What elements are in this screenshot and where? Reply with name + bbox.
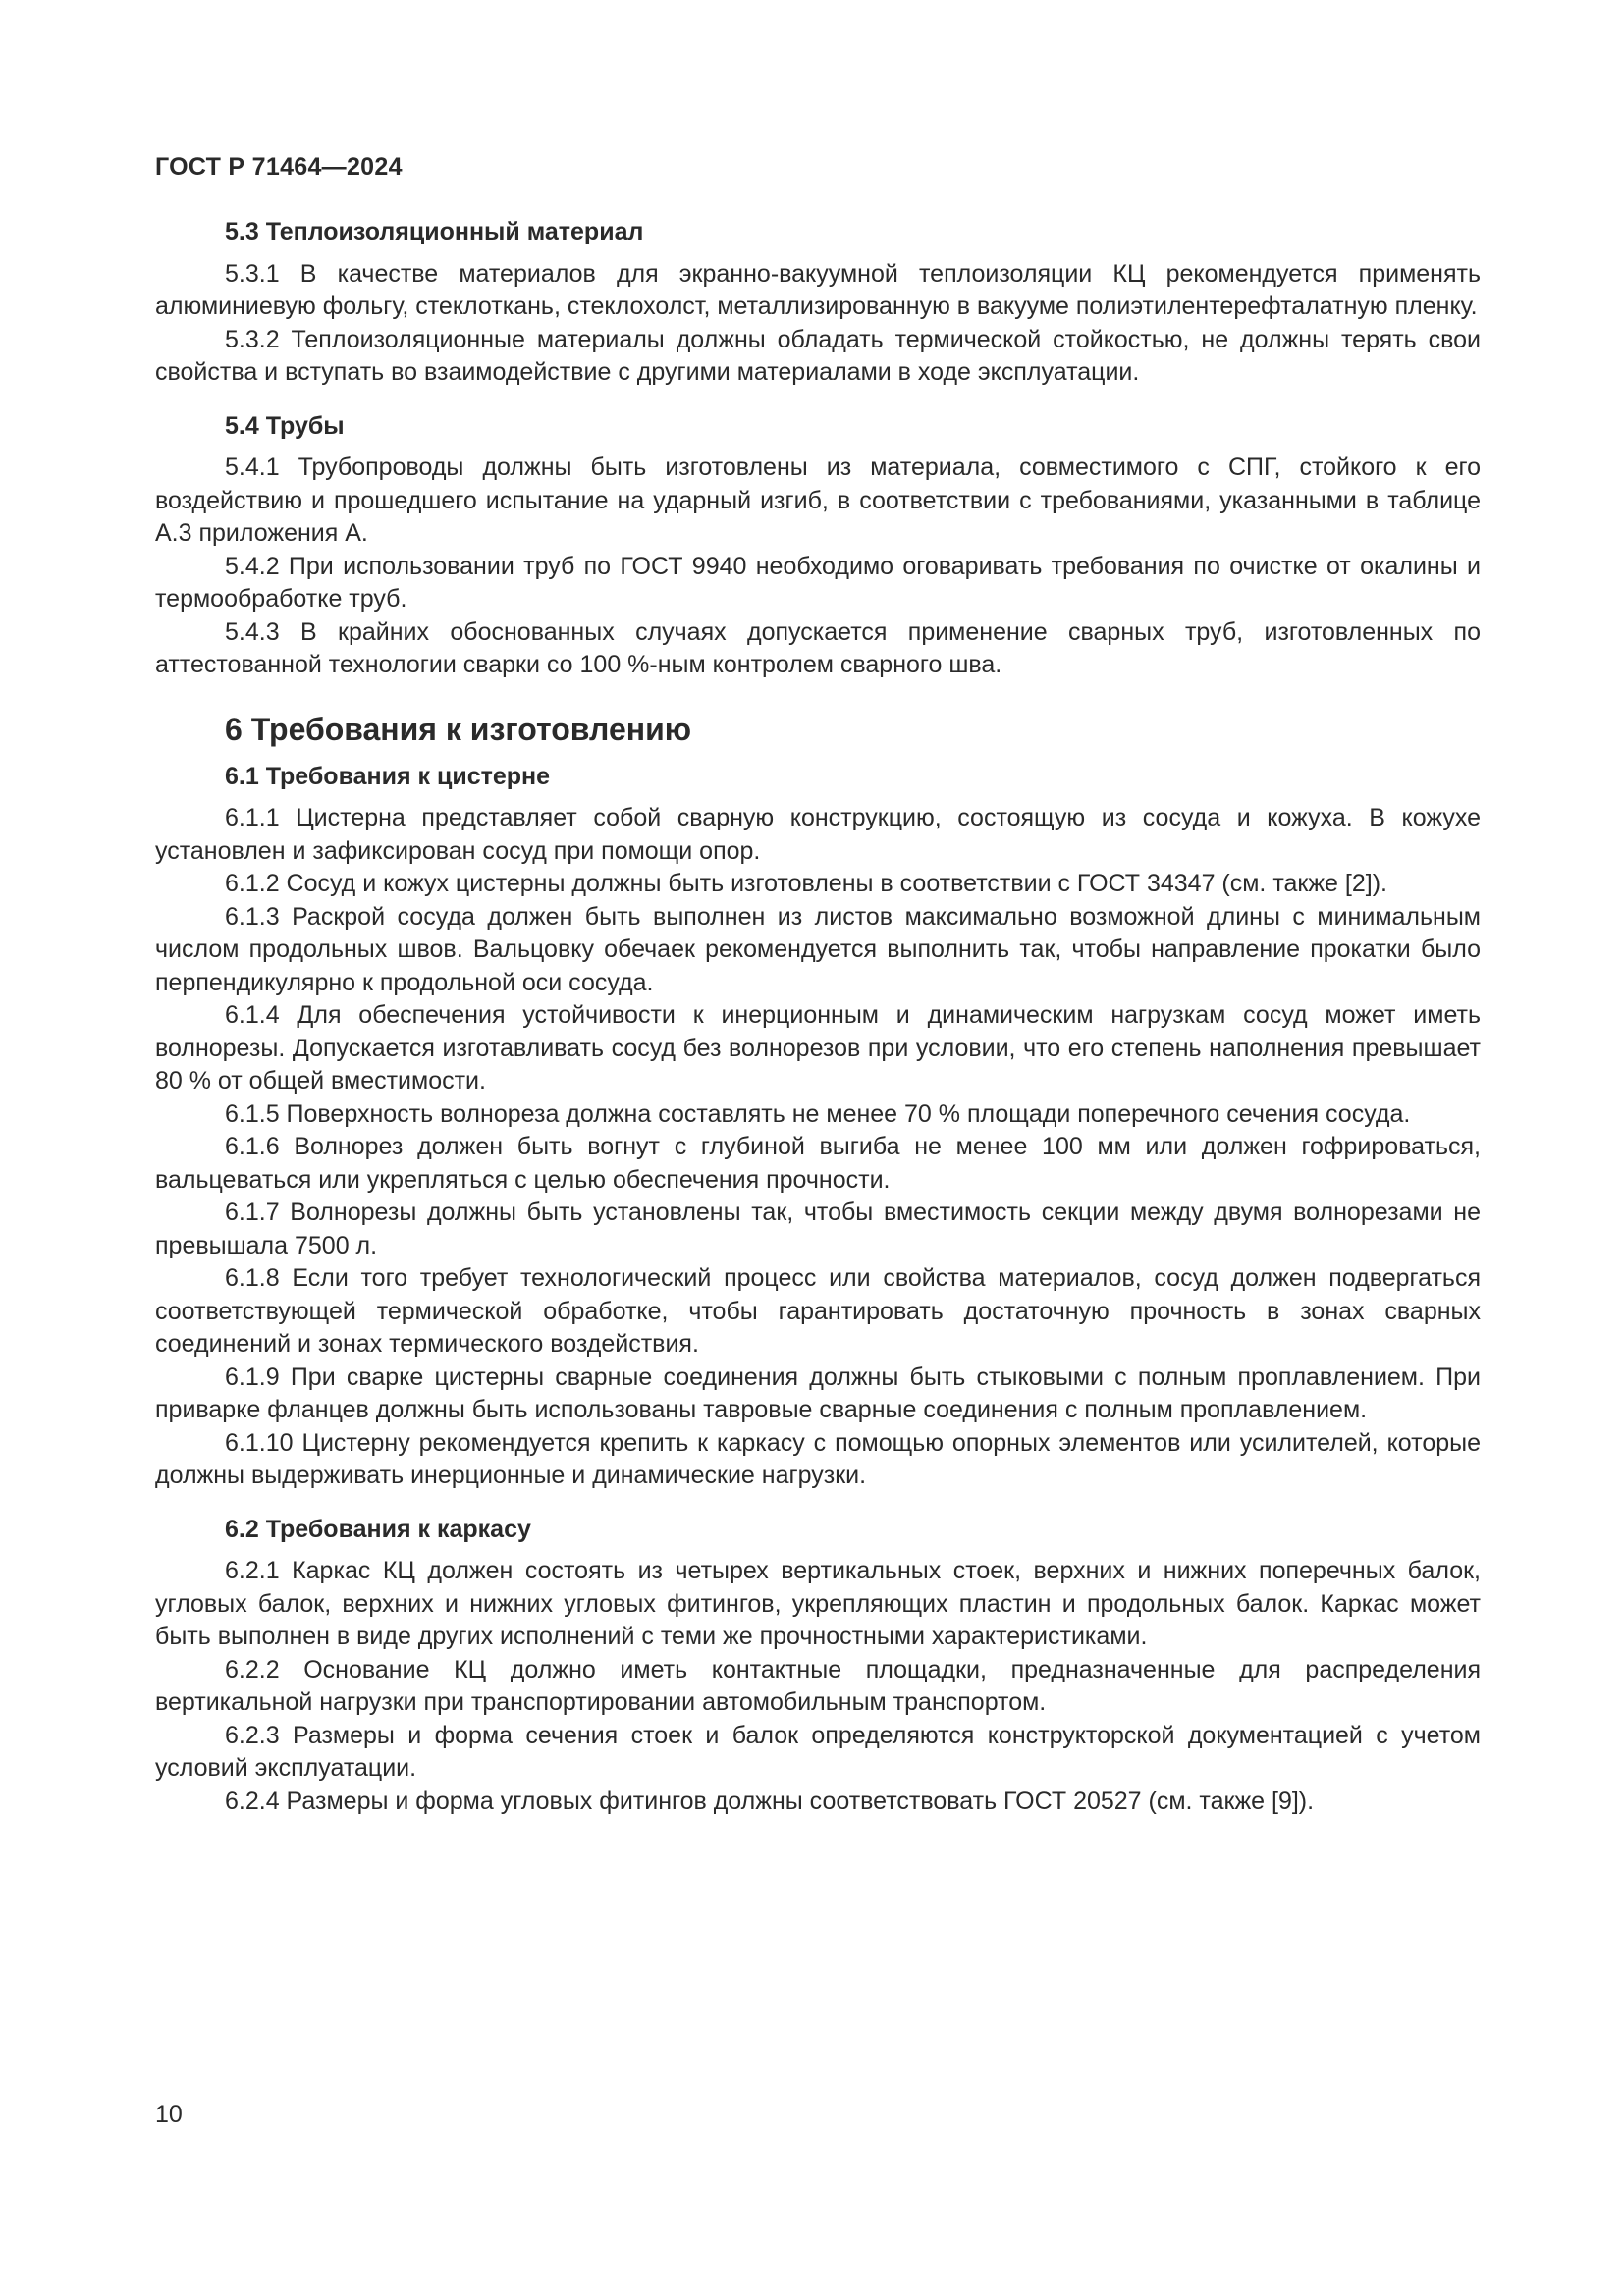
paragraph-6-1-6: 6.1.6 Волнорез должен быть вогнут с глубиной выгиба не менее 100 мм или должен гофрироваться, вальцеваться или укрепляться с целью обеспечения прочности. [155, 1133, 1481, 1194]
section-heading-6-1: 6.1 Требования к цистерне [225, 762, 551, 790]
paragraph-5-3-1: 5.3.1 В качестве материалов для экранно-вакуумной теплоизоляции КЦ рекомендуется применять алюминиевую фольгу, стеклоткань, стеклохолст, металлизированную в вакууме полиэтилентерефталатную пленку. [155, 259, 1481, 320]
section-heading-6-2: 6.2 Требования к каркасу [225, 1515, 531, 1543]
paragraph-5-4-2: 5.4.2 При использовании труб по ГОСТ 9940 необходимо оговаривать требования по очистке от окалины и термообработке труб. [155, 552, 1481, 613]
paragraph-5-4-3: 5.4.3 В крайних обоснованных случаях допускается применение сварных труб, изготовленных по аттестованной технологии сварки со 100 %-ным контролем сварного шва. [155, 617, 1481, 678]
paragraph-5-4-1: 5.4.1 Трубопроводы должны быть изготовлены из материала, совместимого с СПГ, стойкого к его воздействию и прошедшего испытание на ударный изгиб, в соответствии с требованиями, указанными в таблице А.3 приложения А. [155, 454, 1481, 547]
paragraph-5-3-2: 5.3.2 Теплоизоляционные материалы должны обладать термической стойкостью, не должны терять свои свойства и вступать во взаимодействие с другими материалами в ходе эксплуатации. [155, 325, 1481, 386]
page-number: 10 [155, 2101, 183, 2128]
document-code-header: ГОСТ Р 71464—2024 [155, 153, 403, 181]
section-heading-5-4: 5.4 Трубы [225, 411, 345, 440]
paragraph-6-1-3: 6.1.3 Раскрой сосуда должен быть выполнен из листов максимально возможной длины с минимальным числом продольных швов. Вальцовку обечаек рекомендуется выполнить так, чтобы направление прокатки было перпендикулярно к продольной оси сосуда. [155, 902, 1481, 996]
paragraph-6-1-1: 6.1.1 Цистерна представляет собой сварную конструкцию, состоящую из сосуда и кожуха. В кожухе установлен и зафиксирован сосуд при помощи опор. [155, 804, 1481, 865]
paragraph-6-2-4: 6.2.4 Размеры и форма угловых фитингов должны соответствовать ГОСТ 20527 (см. также [9]). [225, 1787, 1315, 1815]
paragraph-6-2-1: 6.2.1 Каркас КЦ должен состоять из четырех вертикальных стоек, верхних и нижних поперечных балок, угловых балок, верхних и нижних угловых фитингов, укрепляющих пластин и продольных балок. Каркас может быть выполнен в виде других исполнений с теми же прочностными характеристиками. [155, 1557, 1481, 1650]
document-body [155, 216, 1481, 1818]
paragraph-6-1-5: 6.1.5 Поверхность волнореза должна составлять не менее 70 % площади поперечного сечения сосуда. [225, 1099, 1411, 1128]
paragraph-6-2-2: 6.2.2 Основание КЦ должно иметь контактные площадки, предназначенные для распределения вертикальной нагрузки при транспортировании автомобильным транспортом. [155, 1655, 1481, 1716]
paragraph-6-1-9: 6.1.9 При сварке цистерны сварные соединения должны быть стыковыми с полным проплавлением. При приварке фланцев должны быть использованы тавровые сварные соединения с полным проплавлением. [155, 1362, 1481, 1423]
paragraph-6-1-4: 6.1.4 Для обеспечения устойчивости к инерционным и динамическим нагрузкам сосуд может иметь волнорезы. Допускается изготавливать сосуд без волнорезов при условии, что его степень наполнения превышает 80 % от общей вместимости. [155, 1001, 1481, 1095]
paragraph-6-2-3: 6.2.3 Размеры и форма сечения стоек и балок определяются конструкторской документацией с учетом условий эксплуатации. [155, 1721, 1481, 1782]
paragraph-6-1-7: 6.1.7 Волнорезы должны быть установлены так, чтобы вместимость секции между двумя волнорезами не превышала 7500 л. [155, 1199, 1481, 1259]
paragraph-6-1-10: 6.1.10 Цистерну рекомендуется крепить к каркасу с помощью опорных элементов или усилителей, которые должны выдерживать инерционные и динамические нагрузки. [155, 1428, 1481, 1489]
chapter-heading-6: 6 Требования к изготовлению [225, 711, 692, 747]
section-heading-5-3: 5.3 Теплоизоляционный материал [225, 218, 644, 245]
paragraph-6-1-2: 6.1.2 Сосуд и кожух цистерны должны быть изготовлены в соответствии с ГОСТ 34347 (см. также [2]). [225, 870, 1387, 897]
paragraph-6-1-8: 6.1.8 Если того требует технологический процесс или свойства материалов, сосуд должен подвергаться соответствующей термической обработке, чтобы гарантировать достаточную прочность в зонах сварных соединений и зонах термического воздействия. [155, 1264, 1481, 1358]
